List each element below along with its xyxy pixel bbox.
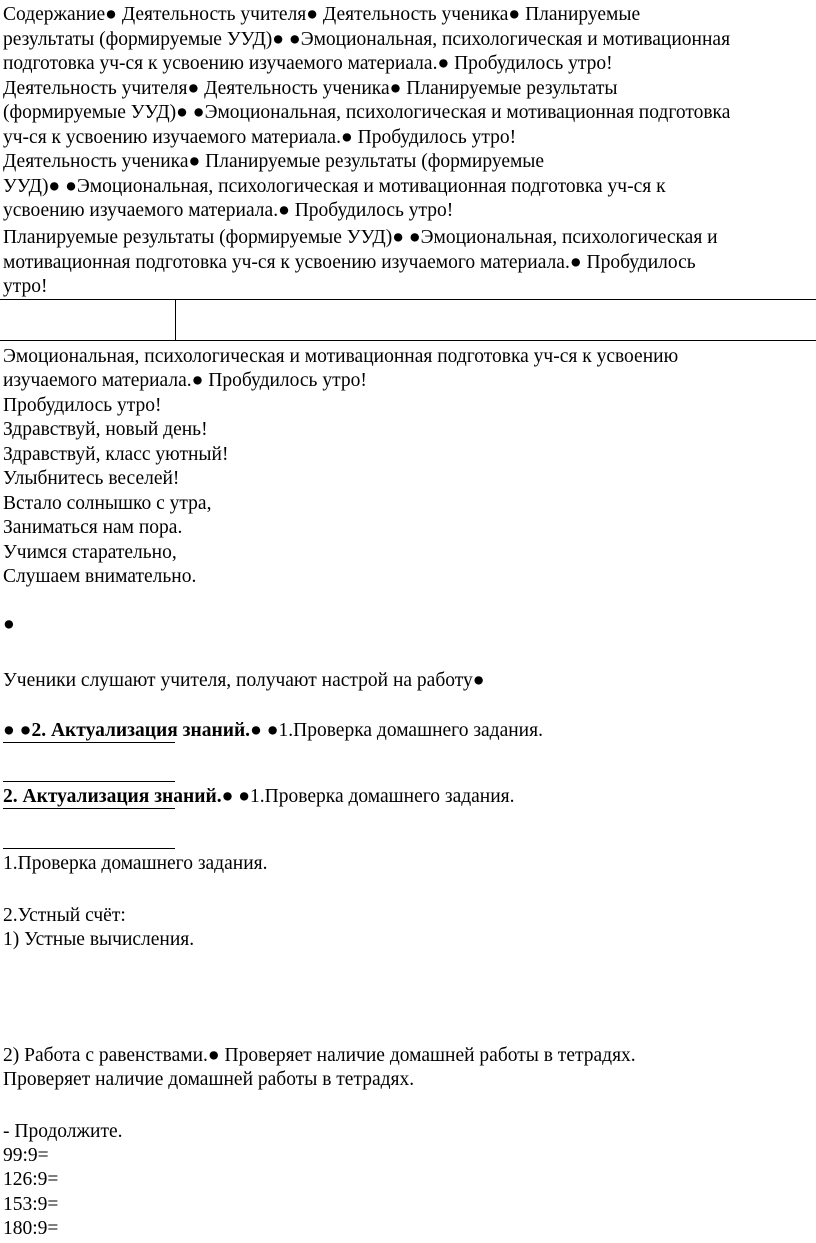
underline-rule (3, 781, 175, 782)
header-line: Деятельность учителя● Деятельность ученика● Планируемые результаты (3, 78, 618, 99)
table-top-border (0, 299, 816, 300)
poem-line: Учимся старательно, (3, 542, 177, 563)
section-rest: ● ●1.Проверка домашнего задания. (221, 786, 515, 807)
header-line: Планируемые результаты (формируемые УУД)● ●Эмоциональная, психологическая и (3, 227, 718, 248)
poem-line: Встало солнышко с утра, (3, 493, 212, 514)
equalities-item: 2) Работа с равенствами.● Проверяет наличие домашней работы в тетрадях. (3, 1045, 636, 1066)
header-line: усвоению изучаемого материала.● Пробудилось утро! (3, 200, 454, 221)
header-line: Деятельность ученика● Планируемые результаты (формируемые (3, 151, 545, 172)
section-rest: ● ●1.Проверка домашнего задания. (250, 720, 543, 741)
students-activity: Ученики слушают учителя, получают настрой на работу● (3, 670, 485, 691)
underline-rule (3, 742, 175, 743)
exercise-item: 153:9= (3, 1194, 59, 1215)
table-column-divider (175, 299, 176, 341)
exercise-item: 126:9= (3, 1169, 59, 1190)
header-line: УУД)● ●Эмоциональная, психологическая и мотивационная подготовка уч-ся к (3, 176, 666, 197)
poem-line: Заниматься нам пора. (3, 517, 183, 538)
section-heading: 2. Актуализация знаний. (3, 786, 222, 807)
header-line: утро! (3, 276, 48, 297)
exercise-item: 99:9= (3, 1145, 49, 1166)
bullet-prefix: ● ● (3, 720, 32, 741)
poem-line: Улыбнитесь веселей! (3, 468, 180, 489)
header-line: результаты (формируемые УУД)● ●Эмоциональная, психологическая и мотивационная (3, 29, 731, 50)
poem-line: Здравствуй, новый день! (3, 419, 208, 440)
bullet-marker: ● (3, 614, 15, 635)
section-actualization-1 (3, 719, 543, 743)
homework-check: 1.Проверка домашнего задания. (3, 853, 268, 874)
section-actualization-2 (3, 785, 515, 809)
section-heading: 2. Актуализация знаний. (31, 720, 251, 741)
poem-line: Слушаем внимательно. (3, 566, 197, 587)
underline-rule (3, 808, 175, 809)
header-line: (формируемые УУД)● ●Эмоциональная, психологическая и мотивационная подготовка (3, 102, 731, 123)
oral-count-heading: 2.Устный счёт: (3, 905, 126, 926)
header-line: Содержание● Деятельность учителя● Деятельность ученика● Планируемые (3, 4, 641, 25)
header-line: подготовка уч-ся к усвоению изучаемого материала.● Пробудилось утро! (3, 53, 613, 74)
table-bottom-border (0, 340, 816, 341)
body-line: изучаемого материала.● Пробудилось утро! (3, 370, 367, 391)
oral-calc-item: 1) Устные вычисления. (3, 929, 195, 950)
header-line: мотивационная подготовка уч-ся к усвоению изучаемого материала.● Пробудилось (3, 252, 696, 273)
continue-prompt: - Продолжите. (3, 1121, 123, 1142)
teacher-activity: Проверяет наличие домашней работы в тетрадях. (3, 1069, 415, 1090)
exercise-item: 180:9= (3, 1218, 59, 1239)
body-line: Эмоциональная, психологическая и мотивационная подготовка уч-ся к усвоению (3, 346, 679, 367)
underline-rule (3, 848, 175, 849)
poem-line: Здравствуй, класс уютный! (3, 444, 229, 465)
poem-line: Пробудилось утро! (3, 395, 162, 416)
header-line: уч-ся к усвоению изучаемого материала.● Пробудилось утро! (3, 127, 517, 148)
